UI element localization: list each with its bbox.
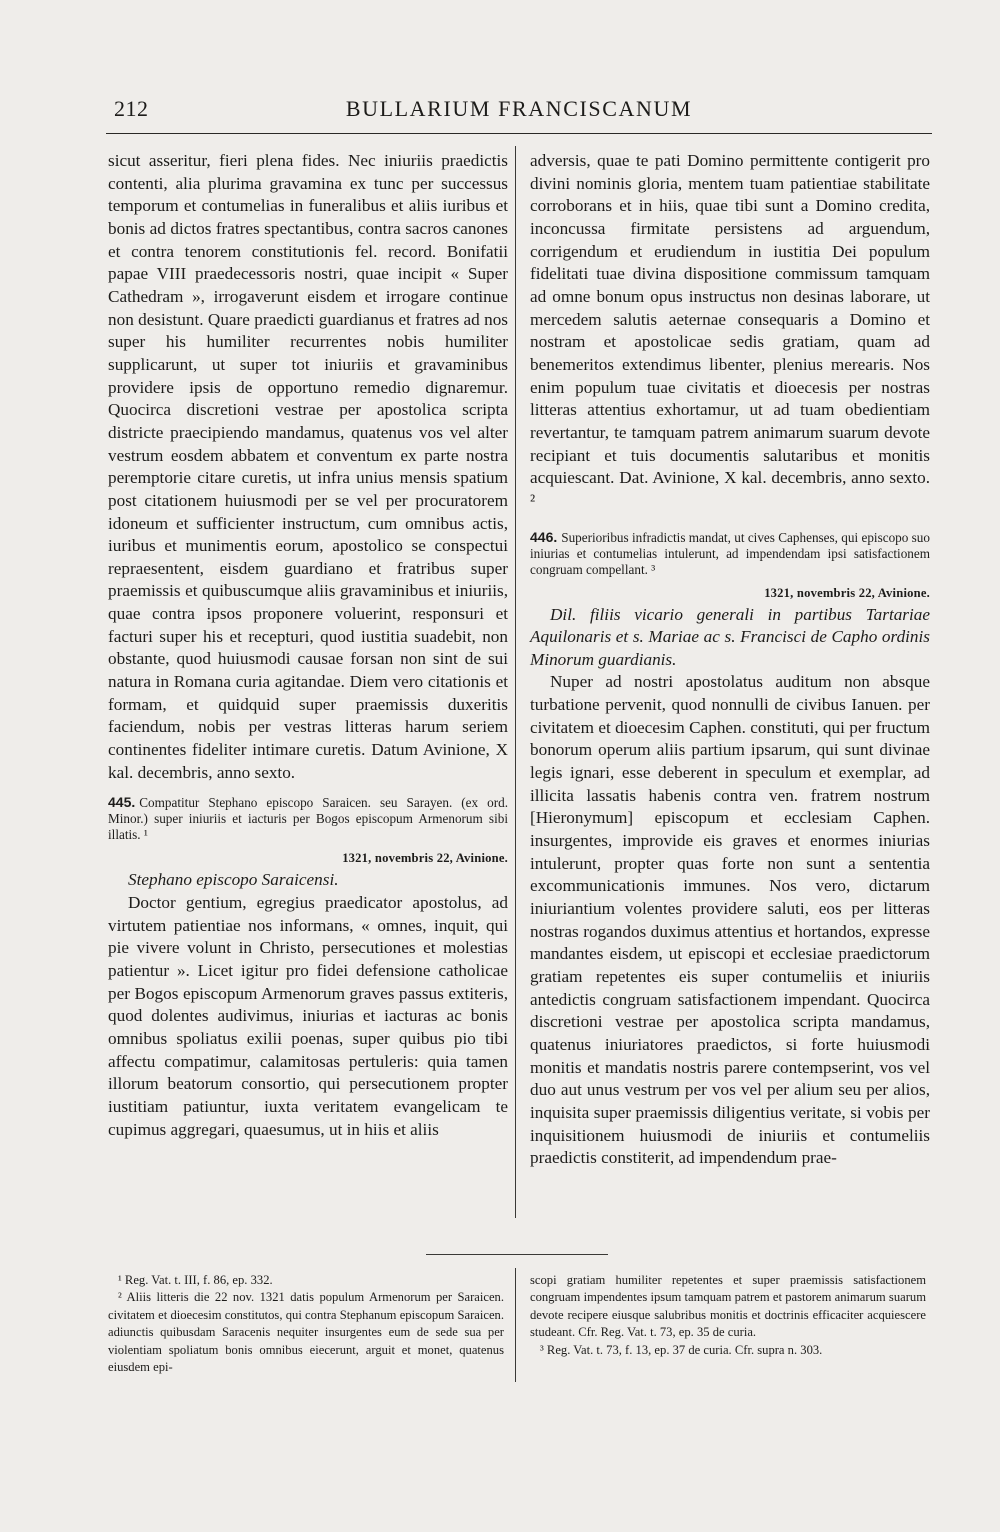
right-column xyxy=(530,150,930,1170)
document-446-text: Nuper ad nostri apostolatus auditum non absque turbatione pervenit, quod nonnulli de civibus Ianuen. per civitatem et dioecesim Caphen. constituti, qui per fructum bonorum operum aliis partium ipsarum, qui sunt divinae legis ignari, esse deberent in speculum et exemplar, ad illicita lassatis habenis contra ven. fratrem nostrum [Hieronymum] episcopum et ecclesiam Caphen. insurgentes, improvide eis graves et enormes iniurias intulerunt, propter quas forte non sunt a sententia excommunicationis immunes. Nos vero, dictarum iniuriantium volentes providere saluti, eos per litteras nostras rogandos duximus attentius et hortandos, expresse mandantes eisdem, ut episcopi et ecclesiae praedictorum gratiam repetentes eis super contumeliis et iniuriis antedictis congruam satisfactionem impendant. Quocirca discretioni vestrae per apostolica scripta mandamus, quatenus iniuriatores praedictos, si forte huiusmodi monitis et mandatis nostris parere contempserint, vos vel duo aut unus vestrum per vos vel per alium seu per alios, inquisita super praemissis diligentius veritate, si vobis per inquisitionem huiusmodi de iniuriis et contumeliis praedictis constiterit, ad impendendum prae- xyxy=(530,672,930,1168)
footnote: ³ Reg. Vat. t. 73, f. 13, ep. 37 de curia. Cfr. supra n. 303. xyxy=(540,1342,823,1357)
document-446-summary xyxy=(530,529,930,578)
page-number: 212 xyxy=(114,96,149,121)
footnote: ² Aliis litteris die 22 nov. 1321 datis populum Armenorum per Saraicen. civitatem et dioecesim constitutos, qui contra Stephanum episcopum Saraicen. adiunctis quibusdam Saracenis nequiter insurgentes eum de sede sua per violentiam spoliatum bonis omnibus eiecerunt, arguit et monet, quatenus eiusdem epi- xyxy=(108,1290,504,1375)
footnote-column-divider xyxy=(515,1268,516,1382)
document-number: 445. xyxy=(108,794,136,811)
document-446-date: 1321, novembris 22, Avinione. xyxy=(764,585,930,600)
footnote-rule xyxy=(426,1254,608,1255)
document-summary: Superioribus infradictis mandat, ut cives Caphenses, qui episcopo suo iniurias et contumelias intulerunt, ad impendendam ipsi satisfactionem congruam compellant. ³ xyxy=(530,529,930,577)
document-445-summary xyxy=(108,794,508,843)
running-title: BULLARIUM FRANCISCANUM xyxy=(345,96,693,121)
footnotes-right xyxy=(530,1272,926,1359)
footnotes-left xyxy=(108,1272,504,1376)
footnote-continuation: scopi gratiam humiliter repetentes et super praemissis satisfactionem congruam impendentes ipsum tamquam patrem et pastorem animarum suarum devote recipere eiusque salubribus monitis et doctrinis efficaciter acquiescere studeant. Cfr. Reg. Vat. t. 73, ep. 35 de curia. xyxy=(530,1273,926,1340)
column-divider xyxy=(515,146,516,1218)
document-445-addressee: Stephano episcopo Saraicensi. xyxy=(128,870,339,890)
document-446-addressee: Dil. filiis vicario generali in partibus Tartariae Aquilonaris et s. Mariae ac s. Francisci de Capho ordinis Minorum guardianis. xyxy=(530,604,930,669)
document-445-text: Doctor gentium, egregius praedicator apostolus, ad virtutem patientiae nos informans, « omnes, inquit, qui pie vivere volunt in Christo, persecutiones et molestias patientur ». Licet igitur pro fidei defensione catholicae per Bogos episcopum Armenorum graves passus extiteris, quod dolentes audivimus, iniurias et iacturas ac bonis omnibus spoliatus exilii poenas, super quibus pio tibi affectu compatimur, calamitosas pertuleris: quia tamen illorum beatorum consortio, qui persecutionem propter iustitiam patiuntur, iuxta veritatem evangelicam te cupimus aggregari, quaesumus, ut in hiis et aliis xyxy=(108,893,508,1139)
continued-text-left: sicut asseritur, fieri plena fides. Nec iniuriis praedictis contenti, alia plurima gravamina ex tunc per successus temporum et contumelias in funeralibus et aliis iuribus et bonis ad dictos fratres spectantibus, contra sacros canones et contra tenorem constitutionis fel. record. Bonifatii papae VIII praedecessoris nostri, quae incipit « Super Cathedram », irrogaverunt eisdem et irrogare continue non desistunt. Quare praedicti guardianus et fratres ad nos super his humiliter recurrentes nobis humiliter supplicarunt, ut super tot iniuriis et gravaminibus providere ipsis de opportuno remedio dignaremur. Quocirca discretioni vestrae per apostolica scripta districte praecipiendo mandamus, quatenus vos vel alter vestrum eosdem abbatem et conventum ex parte nostra peremptorie citare curetis, ut infra unius mensis spatium post citationem huiusmodi per se vel per procuratorem idoneum et sufficienter instructum, cum omnibus actis, iuribus et munimentis eorum, apostolico se conspectui repraesentent, eisdem guardiano et fratribus super praemissis et quibuscumque aliis gravaminibus et iniuriis, quae contra ipsos proponere voluerint, responsuri et facturi super his et recepturi, quod iustitia suadebit, non obstante, quod huiusmodi causae forsan non sint de sui natura in Romana curia agitandae. Diem vero citationis et formam, et quidquid super praemissis duxeritis faciendum, nobis per vestras litteras harum seriem continentes fideliter intimare curetis. Datum Avinione, X kal. decembris, anno sexto. xyxy=(108,151,508,782)
document-summary: Compatitur Stephano episcopo Saraicen. seu Sarayen. (ex ord. Minor.) super iniuriis et iacturis per Bogos episcopum Armenorum sibi illatis. ¹ xyxy=(108,795,508,843)
left-column xyxy=(108,150,508,1141)
header-rule xyxy=(106,133,932,134)
footnote: ¹ Reg. Vat. t. III, f. 86, ep. 332. xyxy=(118,1273,273,1287)
page-header xyxy=(106,96,932,136)
document-number: 446. xyxy=(530,528,558,545)
continued-text-right: adversis, quae te pati Domino permittente contigerit pro divini nominis gloria, mentem tuam patientiae stabilitate corroborans et in hiis, quae tibi sunt a Domino credita, inconcussa firmitate persistens ad arguendum, corrigendum et erudiendum in iustitia Dei populum fidelitati tuae divina dispositione commissum tamquam ad omne bonum opus instructus non desinas laborare, ut mercedem salutis aeternae consequaris a Domino et nostram et apostolicae sedis gratiam, quam ad benemeritos extendimus libenter, plenius merearis. Nos enim populum tuae civitatis et dioecesis per nostras litteras attentius exhortamur, ut ad tuam obedientiam revertantur, te tamquam patrem animarum suarum devote recipiant et tuis documentis salutaribus et monitis acquiescant. Dat. Avinione, X kal. decembris, anno sexto. ² xyxy=(530,151,930,510)
document-445-date: 1321, novembris 22, Avinione. xyxy=(342,851,508,866)
